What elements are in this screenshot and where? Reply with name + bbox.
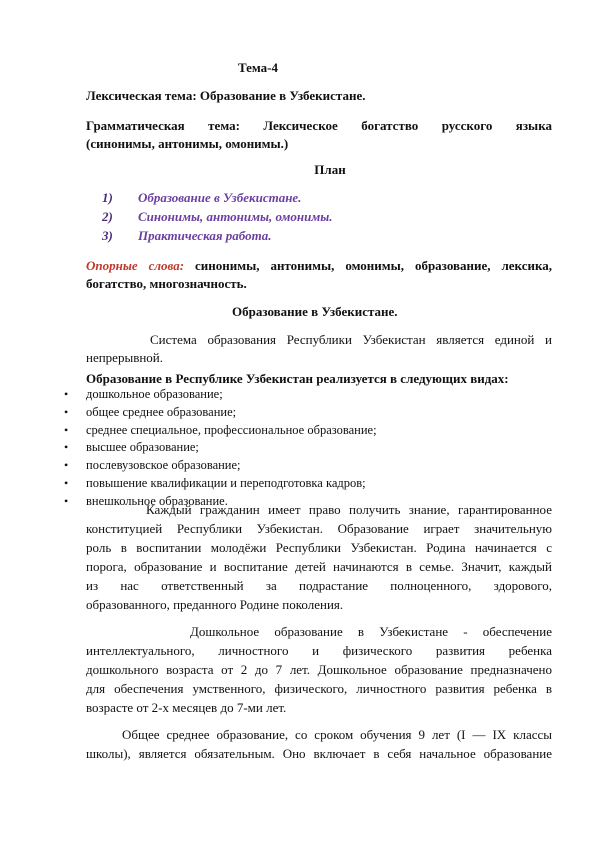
para3-line: Дошкольное образование в Узбекистане - обеспечение	[190, 624, 552, 639]
para4-line: школы), является обязательным. Оно включает в себя начальное образование	[86, 746, 552, 761]
keywords-line1	[86, 256, 552, 275]
types-heading: Образование в Республике Узбекистан реализуется в следующих видах:	[86, 371, 509, 386]
para4-line: Общее среднее образование, со сроком обучения 9 лет (I — IX классы	[122, 727, 552, 742]
para1-line1: Система образования Республики Узбекистан является единой и	[150, 332, 552, 347]
para2-line: образованного, преданного Родине поколения.	[86, 597, 344, 612]
para2-line: порога, образование и воспитание детей начинаются в семье. Значит, каждый	[86, 559, 552, 574]
para3-line: интеллектуального, личностного и физического развития ребенка	[86, 643, 552, 658]
list-item: • среднее специальное, профессиональное образование;	[64, 422, 564, 440]
plan-item-text: Практическая работа.	[138, 228, 272, 243]
list-item: • внешкольное образование.	[64, 493, 564, 511]
plan-item-number: 2)	[102, 209, 113, 224]
list-item: • высшее образование;	[64, 439, 564, 457]
keywords-label: Опорные слова:	[86, 258, 185, 273]
plan-item	[102, 227, 271, 245]
para2-line: конституцией Республики Узбекистан. Образование играет значительную	[86, 521, 552, 536]
plan-item-number: 3)	[102, 228, 113, 243]
list-item: • послевузовское образование;	[64, 457, 564, 475]
para1-line2: непрерывной.	[86, 350, 163, 365]
lexical-topic: Лексическая тема: Образование в Узбекистане.	[86, 88, 366, 103]
plan-item-text: Образование в Узбекистане.	[138, 190, 302, 205]
list-item: • дошкольное образование;	[64, 386, 564, 404]
plan-heading: План	[314, 162, 346, 177]
plan-item	[102, 189, 301, 207]
keywords-line2: богатство, многозначность.	[86, 276, 247, 291]
para2-line: роль в воспитании молодёжи Республики Узбекистан. Родина начинается с	[86, 540, 552, 555]
topic-title: Тема-4	[237, 60, 279, 75]
plan-item-text: Синонимы, антонимы, омонимы.	[138, 209, 333, 224]
plan-item	[102, 208, 333, 226]
para2-line: из нас ответственный за подрастание полноценного, здорового,	[86, 578, 552, 593]
para3-line: для обеспечения умственного, физического, личностного развития ребенка в	[86, 681, 552, 696]
keywords-list: синонимы, антонимы, омонимы, образование, лексика,	[195, 258, 552, 273]
para3-line: дошкольного возраста от 2 до 7 лет. Дошкольное образование предназначено	[86, 662, 552, 677]
para2-line: Каждый гражданин имеет право получить знание, гарантированное	[146, 502, 552, 517]
plan-item-number: 1)	[102, 190, 113, 205]
grammar-topic-line1: Грамматическая тема: Лексическое богатство русского языка	[86, 118, 552, 133]
list-item: • общее среднее образование;	[64, 404, 564, 422]
grammar-topic-line2: (синонимы, антонимы, омонимы.)	[86, 136, 289, 151]
education-types-list	[64, 386, 564, 511]
para3-line: возрасте от 2-х месяцев до 7-ми лет.	[86, 700, 287, 715]
section-heading: Образование в Узбекистане.	[232, 304, 398, 319]
list-item: • повышение квалификации и переподготовка кадров;	[64, 475, 564, 493]
